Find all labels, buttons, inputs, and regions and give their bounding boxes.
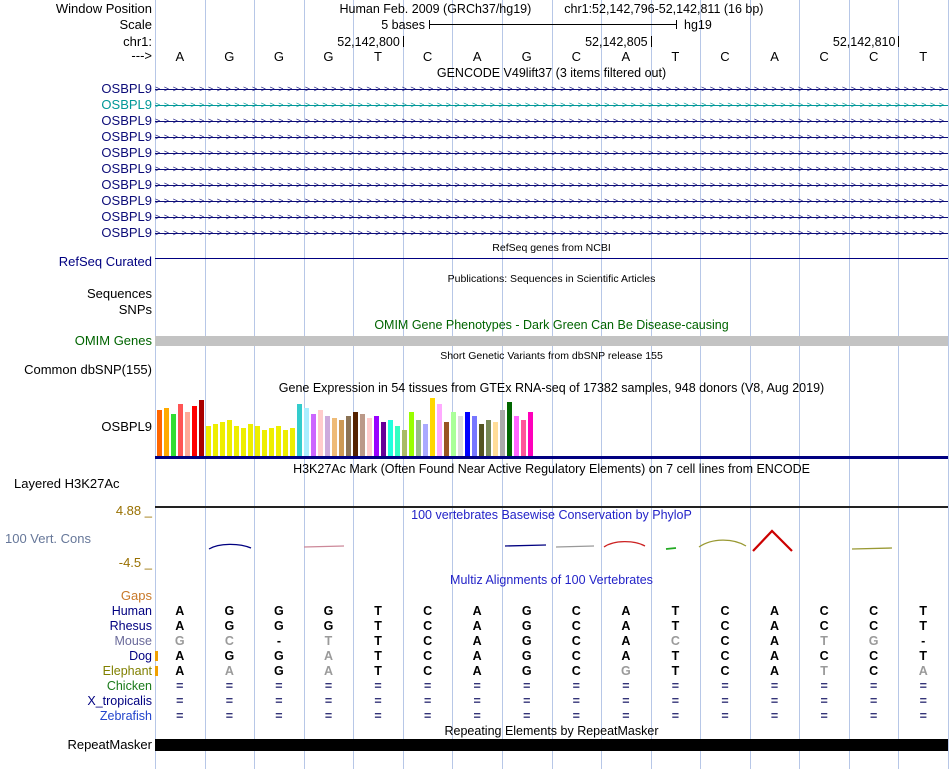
alignment-base: = xyxy=(622,679,630,693)
alignment-base: = xyxy=(572,679,580,693)
alignment-base: A xyxy=(621,634,631,648)
alignment-base: T xyxy=(919,619,928,633)
alignment-base: G xyxy=(274,619,284,633)
snps-label[interactable]: SNPs xyxy=(118,302,152,317)
genome-label: hg19 xyxy=(684,18,712,32)
layered-h3k27ac-label[interactable]: Layered H3K27Ac xyxy=(14,476,120,491)
alignment-base: A xyxy=(323,649,333,663)
ruler-base: C xyxy=(422,49,433,64)
alignment-base: = xyxy=(225,694,233,708)
alignment-base: A xyxy=(175,649,185,663)
alignment-base: A xyxy=(770,604,780,618)
alignment-base: G xyxy=(521,604,532,618)
vert-cons-label[interactable]: 100 Vert. Cons xyxy=(5,531,91,546)
species-label[interactable]: Elephant xyxy=(102,664,152,678)
alignment-base: = xyxy=(423,694,432,708)
alignment-row xyxy=(155,679,948,694)
scale-label: Scale xyxy=(119,17,152,32)
alignment-base: C xyxy=(720,664,730,678)
alignment-base: = xyxy=(820,694,828,708)
alignment-base: C xyxy=(819,649,829,663)
repeatmasker-label[interactable]: RepeatMasker xyxy=(67,737,152,752)
alignment-base: A xyxy=(621,604,631,618)
alignment-base: C xyxy=(571,664,581,678)
alignment-base: = xyxy=(374,694,382,708)
alignment-base: C xyxy=(720,649,730,663)
alignment-base: T xyxy=(820,664,828,678)
alignment-base: A xyxy=(175,664,185,678)
alignment-base: C xyxy=(869,664,879,678)
alignment-base: T xyxy=(324,634,333,648)
alignment-base: C xyxy=(869,619,879,633)
sequences-label[interactable]: Sequences xyxy=(86,286,152,301)
strand-direction-label: ---> xyxy=(131,48,152,63)
alignment-base: A xyxy=(770,634,780,648)
alignment-base: = xyxy=(721,694,729,708)
alignment-base: = xyxy=(671,679,680,693)
alignment-base: = xyxy=(770,679,779,693)
alignment-base: = xyxy=(523,709,531,723)
ruler-base: C xyxy=(571,49,581,64)
alignment-base: T xyxy=(671,604,680,618)
alignment-base: T xyxy=(374,619,382,633)
ruler-position: 52,142,810 xyxy=(832,35,896,49)
alignment-base: = xyxy=(870,679,878,693)
alignment-base: A xyxy=(323,664,333,678)
ruler-base: C xyxy=(819,49,829,64)
ruler-base: T xyxy=(374,49,382,64)
alignment-base: G xyxy=(868,634,879,648)
phylop-min-label: -4.5 _ xyxy=(118,555,152,570)
gene-row-label[interactable]: OSBPL9 xyxy=(101,129,152,144)
alignment-base: = xyxy=(820,679,828,693)
alignment-base: A xyxy=(770,619,780,633)
alignment-base: T xyxy=(671,619,680,633)
alignment-base: = xyxy=(473,694,481,708)
alignment-base: = xyxy=(820,709,828,723)
gene-transcript-line[interactable]: >>>>>>>>>>>>>>>>>>>>>>>>>>>>>>>>>>>>>>>>>>>>>>>>>>>>>>>>>>>>>>>>>>>>>>>>>>>>>>>>>>>>>>>>>> xyxy=(155,145,948,161)
alignment-base: T xyxy=(374,604,382,618)
alignment-base: T xyxy=(374,634,382,648)
alignment-base: A xyxy=(770,649,780,663)
alignment-base: C xyxy=(571,604,581,618)
alignment-base: C xyxy=(819,604,829,618)
alignment-base: G xyxy=(224,604,235,618)
alignment-base: G xyxy=(224,619,235,633)
alignment-base: C xyxy=(571,649,581,663)
alignment-base: A xyxy=(472,664,482,678)
alignment-base: G xyxy=(521,664,532,678)
ruler-base: G xyxy=(323,49,334,64)
alignment-base: G xyxy=(323,604,334,618)
alignment-base: = xyxy=(572,694,580,708)
alignment-base: = xyxy=(324,679,333,693)
gene-transcript-line[interactable]: >>>>>>>>>>>>>>>>>>>>>>>>>>>>>>>>>>>>>>>>>>>>>>>>>>>>>>>>>>>>>>>>>>>>>>>>>>>>>>>>>>>>>>>>>> xyxy=(155,129,948,145)
alignment-base: = xyxy=(671,694,680,708)
alignment-base: = xyxy=(176,709,184,723)
alignment-base: = xyxy=(919,679,927,693)
assembly-title: Human Feb. 2009 (GRCh37/hg19) xyxy=(339,2,532,16)
alignment-row xyxy=(155,619,948,634)
species-label[interactable]: Human xyxy=(111,604,152,618)
alignment-base: = xyxy=(919,709,927,723)
alignment-base: = xyxy=(870,694,878,708)
alignment-base: = xyxy=(275,679,283,693)
window-position-label: Window Position xyxy=(55,1,152,16)
alignment-base: = xyxy=(324,709,333,723)
alignment-base: C xyxy=(423,619,433,633)
alignment-base: = xyxy=(671,709,680,723)
alignment-base: G xyxy=(620,664,631,678)
gene-transcript-line[interactable]: >>>>>>>>>>>>>>>>>>>>>>>>>>>>>>>>>>>>>>>>>>>>>>>>>>>>>>>>>>>>>>>>>>>>>>>>>>>>>>>>>>>>>>>>>> xyxy=(155,209,948,225)
alignment-row xyxy=(155,694,948,709)
alignment-base: = xyxy=(473,709,481,723)
alignment-base: C xyxy=(720,619,730,633)
alignment-base: G xyxy=(521,619,532,633)
alignment-base: G xyxy=(521,649,532,663)
alignment-base: = xyxy=(622,694,630,708)
alignment-base: = xyxy=(225,709,233,723)
scale-value: 5 bases xyxy=(381,18,425,32)
gene-row-label[interactable]: OSBPL9 xyxy=(101,113,152,128)
h3k27ac-track-title[interactable]: H3K27Ac Mark (Often Found Near Active Regulatory Elements) on 7 cell lines from ENCODE xyxy=(293,462,810,476)
gene-transcript-line[interactable]: >>>>>>>>>>>>>>>>>>>>>>>>>>>>>>>>>>>>>>>>>>>>>>>>>>>>>>>>>>>>>>>>>>>>>>>>>>>>>>>>>>>>>>>>>> xyxy=(155,81,948,97)
alignment-base: T xyxy=(919,604,928,618)
position-range-title: chr1:52,142,796-52,142,811 (16 bp) xyxy=(564,2,764,16)
alignment-base: C xyxy=(720,634,730,648)
alignment-base: G xyxy=(521,634,532,648)
gaps-label[interactable]: Gaps xyxy=(120,588,152,603)
alignment-base: = xyxy=(225,679,233,693)
ruler-base: A xyxy=(472,49,482,64)
alignment-row xyxy=(155,634,948,649)
species-label[interactable]: X_tropicalis xyxy=(87,694,152,708)
alignment-base: = xyxy=(176,694,184,708)
alignment-row xyxy=(155,649,948,664)
gene-row-label[interactable]: OSBPL9 xyxy=(101,161,152,176)
alignment-base: C xyxy=(869,649,879,663)
omim-track-title[interactable]: OMIM Gene Phenotypes - Dark Green Can Be Disease-causing xyxy=(374,318,729,332)
alignment-base: - xyxy=(276,634,281,648)
gene-row-label[interactable]: OSBPL9 xyxy=(101,209,152,224)
alignment-base: A xyxy=(224,664,234,678)
gtex-gene-label[interactable]: OSBPL9 xyxy=(101,419,152,434)
gene-transcript-line[interactable]: >>>>>>>>>>>>>>>>>>>>>>>>>>>>>>>>>>>>>>>>>>>>>>>>>>>>>>>>>>>>>>>>>>>>>>>>>>>>>>>>>>>>>>>>>> xyxy=(155,225,948,241)
alignment-base: = xyxy=(423,709,432,723)
alignment-base: G xyxy=(174,634,185,648)
alignment-base: = xyxy=(572,709,580,723)
gene-transcript-line[interactable]: >>>>>>>>>>>>>>>>>>>>>>>>>>>>>>>>>>>>>>>>>>>>>>>>>>>>>>>>>>>>>>>>>>>>>>>>>>>>>>>>>>>>>>>>>> xyxy=(155,193,948,209)
alignment-base: C xyxy=(571,619,581,633)
alignment-base: C xyxy=(423,664,433,678)
alignment-base: A xyxy=(472,604,482,618)
alignment-base: = xyxy=(622,709,630,723)
alignment-base: A xyxy=(621,619,631,633)
multiz-track-title[interactable]: Multiz Alignments of 100 Vertebrates xyxy=(450,573,653,587)
alignment-base: T xyxy=(820,634,828,648)
refseq-track-title[interactable]: RefSeq genes from NCBI xyxy=(492,242,611,254)
publications-track-title[interactable]: Publications: Sequences in Scientific Articles xyxy=(447,273,656,285)
gene-row-label[interactable]: OSBPL9 xyxy=(101,177,152,192)
phylop-track-title[interactable]: 100 vertebrates Basewise Conservation by PhyloP xyxy=(411,508,692,522)
alignment-base: = xyxy=(721,679,729,693)
alignment-row xyxy=(155,709,948,724)
alignment-base: A xyxy=(175,604,185,618)
alignment-base: = xyxy=(870,709,878,723)
ruler-base: A xyxy=(175,49,185,64)
gene-transcript-line[interactable]: >>>>>>>>>>>>>>>>>>>>>>>>>>>>>>>>>>>>>>>>>>>>>>>>>>>>>>>>>>>>>>>>>>>>>>>>>>>>>>>>>>>>>>>>>> xyxy=(155,177,948,193)
chrom-label: chr1: xyxy=(123,34,152,49)
ruler-base: C xyxy=(720,49,730,64)
gene-row-label[interactable]: OSBPL9 xyxy=(101,81,152,96)
alignment-base: C xyxy=(571,634,581,648)
alignment-base: = xyxy=(523,694,531,708)
ruler-base: G xyxy=(521,49,532,64)
alignment-base: C xyxy=(224,634,234,648)
alignment-base: A xyxy=(472,649,482,663)
alignment-base: A xyxy=(621,649,631,663)
alignment-base: A xyxy=(175,619,185,633)
repeatmasker-track-title[interactable]: Repeating Elements by RepeatMasker xyxy=(444,724,659,738)
dbsnp-track-title[interactable]: Short Genetic Variants from dbSNP release 155 xyxy=(440,350,663,362)
alignment-base: = xyxy=(374,709,382,723)
alignment-base: C xyxy=(423,634,433,648)
gene-row-label[interactable]: OSBPL9 xyxy=(101,225,152,240)
alignment-base: T xyxy=(671,664,680,678)
species-label[interactable]: Rhesus xyxy=(109,619,152,633)
alignment-base: = xyxy=(919,694,927,708)
ruler-base: A xyxy=(621,49,631,64)
omim-genes-label[interactable]: OMIM Genes xyxy=(74,333,152,348)
common-dbsnp-label[interactable]: Common dbSNP(155) xyxy=(24,362,152,377)
alignment-base: A xyxy=(472,619,482,633)
alignment-base: G xyxy=(274,649,284,663)
alignment-base: = xyxy=(374,679,382,693)
ruler-base: C xyxy=(868,49,879,64)
refseq-curated-label[interactable]: RefSeq Curated xyxy=(58,254,152,269)
alignment-base: G xyxy=(224,649,235,663)
species-label[interactable]: Mouse xyxy=(114,634,152,648)
alignment-base: A xyxy=(770,664,780,678)
alignment-base: G xyxy=(323,619,334,633)
alignment-base: C xyxy=(720,604,730,618)
alignment-base: C xyxy=(869,604,879,618)
alignment-row xyxy=(155,664,948,679)
alignment-base: = xyxy=(473,679,481,693)
alignment-base: C xyxy=(670,634,680,648)
gencode-track-title[interactable]: GENCODE V49lift37 (3 items filtered out) xyxy=(436,66,667,80)
alignment-base: G xyxy=(274,604,284,618)
alignment-row xyxy=(155,604,948,619)
alignment-base: = xyxy=(770,694,779,708)
gene-transcript-line[interactable]: >>>>>>>>>>>>>>>>>>>>>>>>>>>>>>>>>>>>>>>>>>>>>>>>>>>>>>>>>>>>>>>>>>>>>>>>>>>>>>>>>>>>>>>>>> xyxy=(155,97,948,113)
ruler-position: 52,142,805 xyxy=(585,35,648,49)
alignment-base: A xyxy=(918,664,928,678)
alignment-base: A xyxy=(472,634,482,648)
alignment-base: = xyxy=(275,709,283,723)
gene-transcript-line[interactable]: >>>>>>>>>>>>>>>>>>>>>>>>>>>>>>>>>>>>>>>>>>>>>>>>>>>>>>>>>>>>>>>>>>>>>>>>>>>>>>>>>>>>>>>>>> xyxy=(155,161,948,177)
alignment-base: C xyxy=(423,604,433,618)
gene-transcript-line[interactable]: >>>>>>>>>>>>>>>>>>>>>>>>>>>>>>>>>>>>>>>>>>>>>>>>>>>>>>>>>>>>>>>>>>>>>>>>>>>>>>>>>>>>>>>>>> xyxy=(155,113,948,129)
alignment-base: = xyxy=(423,679,432,693)
ruler-base: G xyxy=(224,49,235,64)
alignment-base: C xyxy=(819,619,829,633)
phylop-max-label: 4.88 _ xyxy=(115,503,152,518)
alignment-base: T xyxy=(374,664,382,678)
alignment-base: = xyxy=(523,679,531,693)
gene-row-label[interactable]: OSBPL9 xyxy=(101,97,152,112)
alignment-base: = xyxy=(721,709,729,723)
species-label[interactable]: Chicken xyxy=(106,679,152,693)
ruler-position: 52,142,800 xyxy=(337,35,400,49)
alignment-base: T xyxy=(919,649,928,663)
alignment-base: C xyxy=(423,649,433,663)
species-label[interactable]: Zebrafish xyxy=(99,709,152,723)
ruler-base: T xyxy=(919,49,928,64)
species-label[interactable]: Dog xyxy=(129,649,152,663)
alignment-base: = xyxy=(275,694,283,708)
ruler-base: T xyxy=(671,49,680,64)
ruler-base: A xyxy=(770,49,779,64)
gene-row-label[interactable]: OSBPL9 xyxy=(101,145,152,160)
alignment-base: T xyxy=(374,649,382,663)
gene-row-label[interactable]: OSBPL9 xyxy=(101,193,152,208)
alignment-base: G xyxy=(274,664,284,678)
gtex-track-title[interactable]: Gene Expression in 54 tissues from GTEx RNA-seq of 17382 samples, 948 donors (V8, Aug 2019) xyxy=(278,381,825,395)
repeatmasker-bar[interactable] xyxy=(155,739,948,751)
ruler-base: G xyxy=(273,49,284,64)
alignment-base: = xyxy=(176,679,184,693)
alignment-base: = xyxy=(324,694,333,708)
alignment-base: = xyxy=(770,709,779,723)
alignment-base: T xyxy=(671,649,680,663)
alignment-base: - xyxy=(921,634,926,648)
